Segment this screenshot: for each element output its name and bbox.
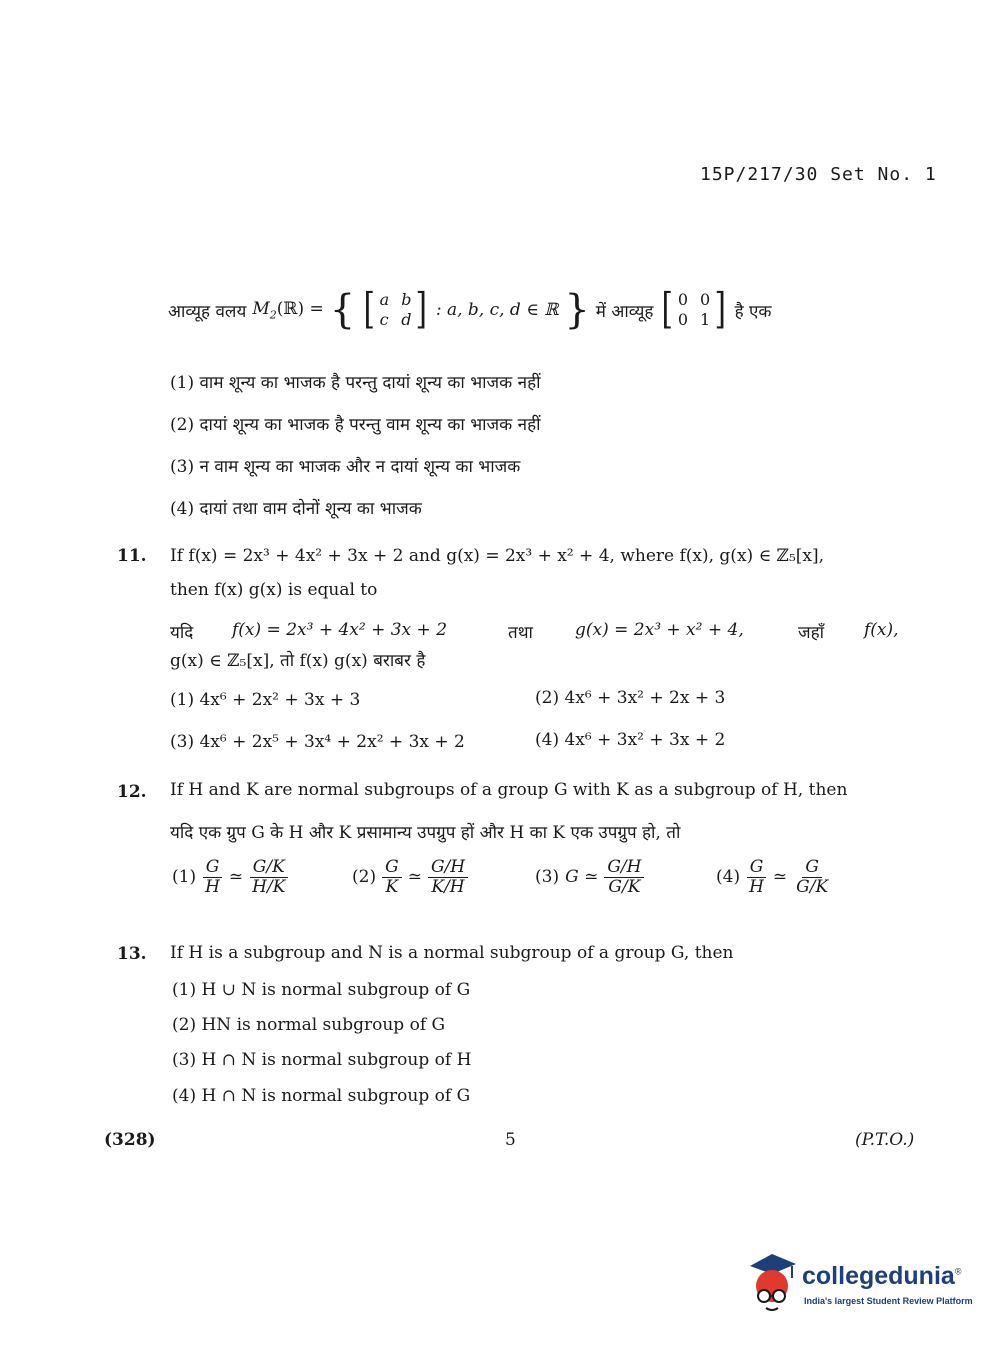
q11-option-1: (1) 4x⁶ + 2x² + 3x + 3 bbox=[170, 690, 361, 710]
q11-hi-f: f(x) = 2x³ + 4x² + 3x + 2 bbox=[232, 620, 448, 640]
q10-option-1: (1) वाम शून्य का भाजक है परन्तु दायां शून्य का भाजक नहीं bbox=[170, 373, 541, 393]
q13-number: 13. bbox=[117, 944, 147, 964]
q11-hi-line2: g(x) ∈ ℤ₅[x], तो f(x) g(x) बराबर है bbox=[170, 651, 426, 671]
q11-hi-tatha: तथा bbox=[508, 623, 533, 643]
page-number: 5 bbox=[505, 1130, 516, 1150]
set-open-brace: { bbox=[329, 287, 356, 333]
q12-option-2: (2) $\frac{G}{K}$ ≃ $\frac{G/H}{K/H}$ bbox=[352, 858, 468, 896]
q11-hi-yadi: यदि bbox=[170, 623, 194, 643]
q11-option-4: (4) 4x⁶ + 3x² + 3x + 2 bbox=[535, 730, 726, 750]
brand-name: collegedunia® bbox=[802, 1262, 962, 1290]
q11-hi-g: g(x) = 2x³ + x² + 4, bbox=[575, 620, 744, 640]
set-condition: : a, b, c, d ∈ ℝ bbox=[435, 300, 559, 320]
q11-number: 11. bbox=[117, 546, 147, 566]
q12-number: 12. bbox=[117, 782, 147, 802]
q11-hi-jahan: जहाँ bbox=[798, 623, 825, 643]
pto-label: (P.T.O.) bbox=[855, 1130, 915, 1150]
brand-tagline: India's largest Student Review Platform bbox=[804, 1296, 973, 1306]
q13-line: If H is a subgroup and N is a normal subgroup of a group G, then bbox=[170, 943, 734, 963]
q11-option-3: (3) 4x⁶ + 2x⁵ + 3x⁴ + 2x² + 3x + 2 bbox=[170, 732, 465, 752]
q13-option-1: (1) H ∪ N is normal subgroup of G bbox=[172, 980, 471, 1000]
q12-line-hi: यदि एक ग्रुप G के H और K प्रसामान्य उपग्रुप हों और H का K एक उपग्रुप हो, तो bbox=[170, 823, 681, 843]
q11-option-2: (2) 4x⁶ + 3x² + 2x + 3 bbox=[535, 688, 726, 708]
q10-option-3: (3) न वाम शून्य का भाजक और न दायां शून्य का भाजक bbox=[170, 457, 521, 477]
q13-option-4: (4) H ∩ N is normal subgroup of G bbox=[172, 1086, 471, 1106]
collegedunia-logo bbox=[742, 1252, 972, 1314]
q10-ring: $M_2(ℝ)$ = bbox=[252, 298, 324, 322]
q12-option-1: (1) $\frac{G}{H}$ ≃ $\frac{G/K}{H/K}$ bbox=[172, 858, 288, 896]
footer-code: (328) bbox=[104, 1130, 156, 1150]
q13-option-3: (3) H ∩ N is normal subgroup of H bbox=[172, 1050, 472, 1070]
set-close-brace: } bbox=[564, 287, 590, 333]
q11-hi-fx: f(x), bbox=[864, 620, 899, 640]
q12-line-en: If H and K are normal subgroups of a group G with K as a subgroup of H, then bbox=[170, 780, 848, 800]
q12-option-3: (3) G ≃ $\frac{G/H}{G/K}$ bbox=[535, 858, 644, 896]
q11-line2: then f(x) g(x) is equal to bbox=[170, 580, 378, 600]
q10-option-2: (2) दायां शून्य का भाजक है परन्तु वाम शून्य का भाजक नहीं bbox=[170, 415, 541, 435]
matrix-specific: [ 0 0 0 1 ] bbox=[661, 284, 727, 333]
paper-code: 15P/217/30 Set No. 1 bbox=[700, 164, 937, 185]
matrix-general: [ a b c d ] bbox=[363, 284, 428, 333]
q10-lead: आव्यूह वलय bbox=[168, 301, 247, 322]
q12-option-4: (4) $\frac{G}{H}$ ≃ $\frac{G}{G/K}$ bbox=[716, 857, 829, 897]
q10-tail: है एक bbox=[734, 301, 772, 322]
q13-option-2: (2) HN is normal subgroup of G bbox=[172, 1015, 446, 1035]
q11-line1: If f(x) = 2x³ + 4x² + 3x + 2 and g(x) = 2x³ + x² + 4, where f(x), g(x) ∈ ℤ₅[x], bbox=[170, 546, 825, 566]
q10-stem bbox=[168, 284, 772, 333]
q10-option-4: (4) दायां तथा वाम दोनों शून्य का भाजक bbox=[170, 499, 422, 519]
q10-mid: में आव्यूह bbox=[595, 301, 654, 322]
mascot-icon bbox=[742, 1252, 800, 1314]
